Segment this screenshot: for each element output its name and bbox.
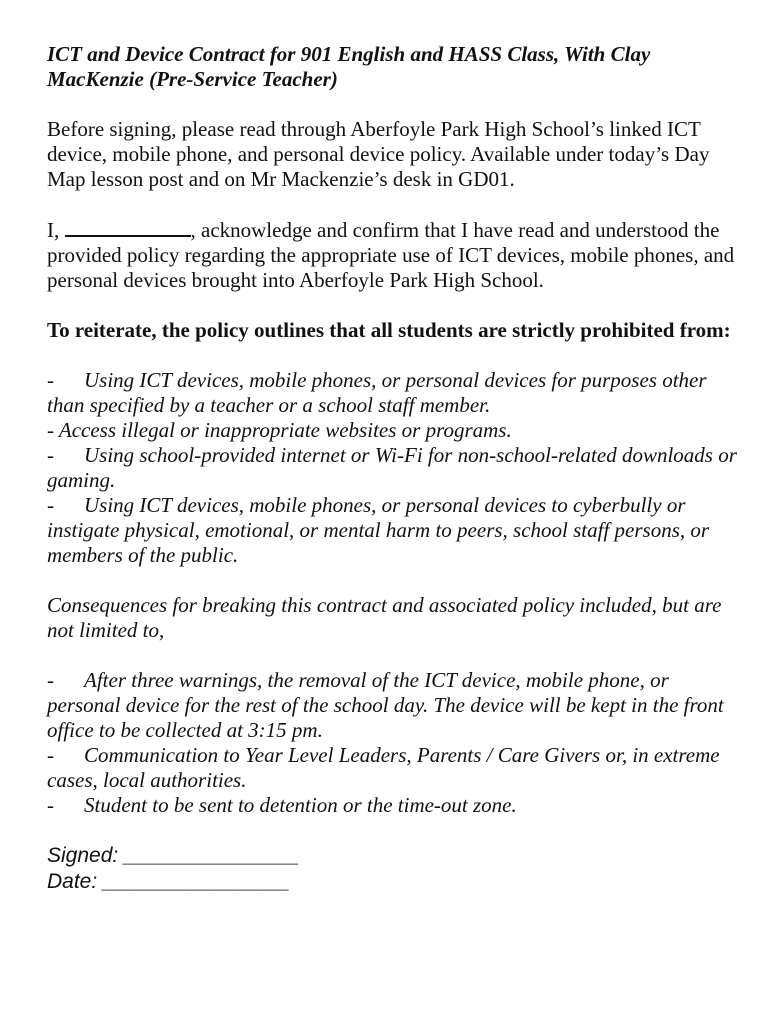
acknowledgement-paragraph [47, 217, 737, 293]
consequences-intro: Consequences for breaking this contract and associated policy included, but are not limited to, [47, 593, 722, 642]
document-page [47, 42, 737, 895]
list-item-text: Using ICT devices, mobile phones, or personal devices to cyberbully or instigate physical, emotional, or mental harm to peers, school staff persons, or members of the public. [47, 493, 710, 567]
list-item-text: Access illegal or inappropriate websites or programs. [58, 418, 512, 442]
list-dash: - [47, 743, 54, 767]
ack-prefix: I, [47, 218, 60, 242]
consequences-list [47, 668, 737, 818]
ack-suffix: , acknowledge and confirm that I have read and understood the provided policy regarding the appropriate use of ICT devices, mobile phones, and personal devices brought into Aberfoyle Park High School. [47, 218, 735, 292]
list-dash: - [47, 668, 54, 692]
list-item [47, 743, 737, 793]
list-item [47, 793, 737, 818]
list-dash: - [47, 368, 54, 392]
list-item [47, 418, 737, 443]
date-line: Date: ________________ [47, 870, 290, 893]
list-dash: - [47, 418, 54, 442]
list-item-text: After three warnings, the removal of the ICT device, mobile phone, or personal device for the rest of the school day. The device will be kept in the front office to be collected at 3:15 pm. [47, 668, 724, 742]
signed-line: Signed: _______________ [47, 844, 300, 867]
list-item-text: Student to be sent to detention or the time-out zone. [84, 793, 517, 817]
list-dash: - [47, 793, 54, 817]
list-item [47, 493, 737, 568]
list-item-text: Using ICT devices, mobile phones, or personal devices for purposes other than specified by a teacher or a school staff member. [47, 368, 707, 417]
intro-paragraph: Before signing, please read through Aberfoyle Park High School’s linked ICT device, mobile phone, and personal device policy. Available under today’s Day Map lesson post and on Mr Mackenzie’s desk in GD01. [47, 117, 710, 191]
prohibited-list [47, 368, 737, 568]
list-item [47, 668, 737, 743]
name-blank-line [65, 217, 191, 237]
list-dash: - [47, 443, 54, 467]
reiterate-heading: To reiterate, the policy outlines that all students are strictly prohibited from: [47, 318, 731, 342]
list-item [47, 443, 737, 493]
list-item-text: Communication to Year Level Leaders, Parents / Care Givers or, in extreme cases, local authorities. [47, 743, 720, 792]
document-title: ICT and Device Contract for 901 English and HASS Class, With Clay MacKenzie (Pre-Service Teacher) [47, 42, 651, 91]
list-item-text: Using school-provided internet or Wi-Fi for non-school-related downloads or gaming. [47, 443, 737, 492]
list-item [47, 368, 737, 418]
list-dash: - [47, 493, 54, 517]
